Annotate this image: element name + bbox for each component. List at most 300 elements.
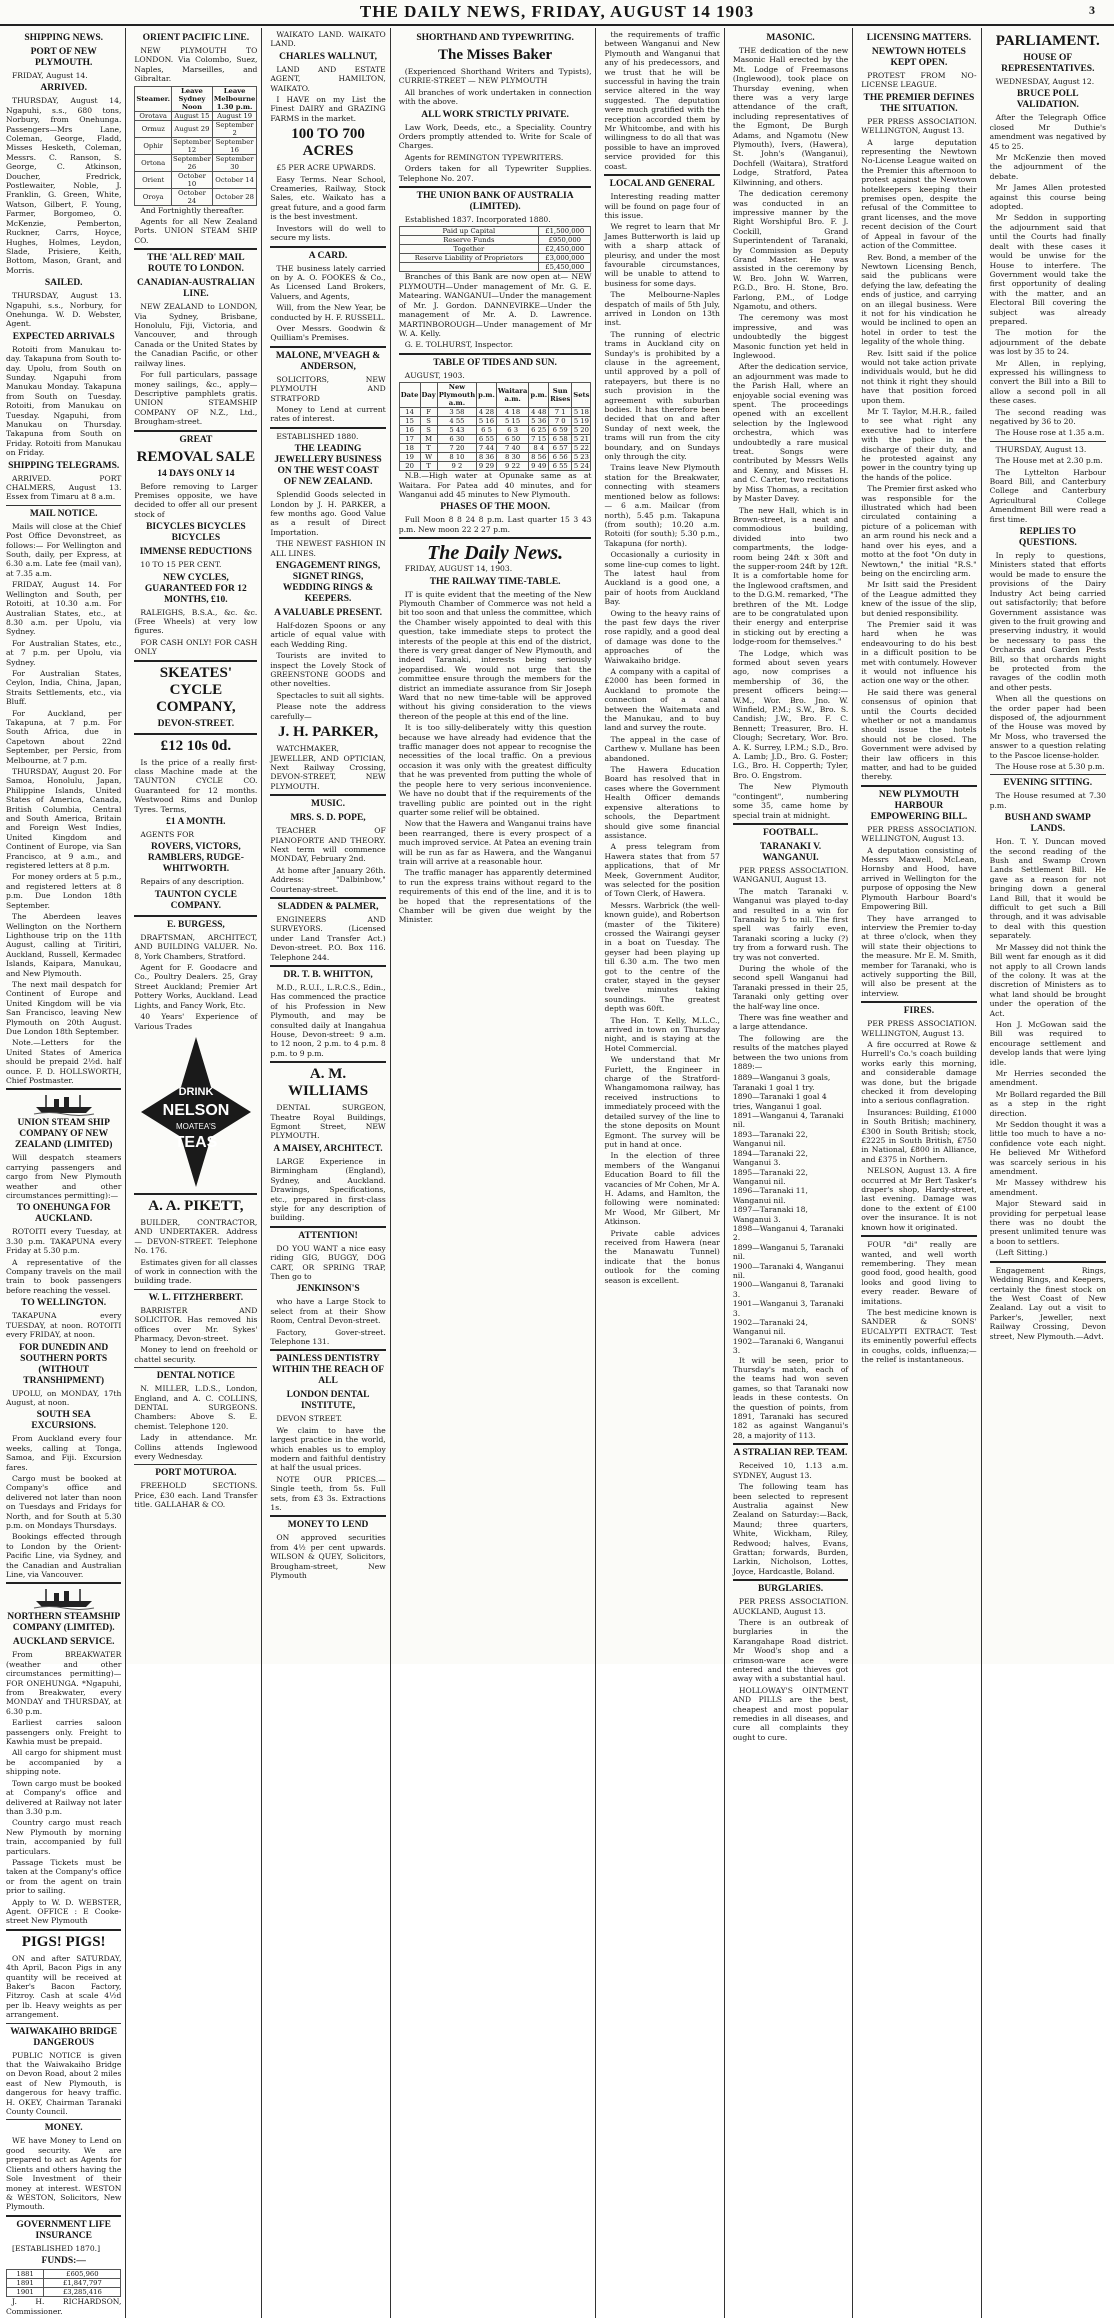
paragraph: Please note the address carefully— bbox=[270, 702, 386, 721]
table-cell: 5 19 bbox=[572, 417, 591, 426]
paragraph: The Melbourne-Naples despatch of mails of 5th July, arrived in London on 13th inst. bbox=[604, 290, 720, 328]
column-6 bbox=[731, 28, 853, 2318]
table-cell: 5 21 bbox=[572, 435, 591, 444]
paragraph: Messrs. Warbrick (the well-known guide), and Robertson (master of the Tikitere) crossed the Wairangi geyser in a boat on Tuesday. The geyser had been playing up till 6.30 a.m. The two men got to the centre of the crater, stayed in the geyser twelve minutes taking soundings. The greatest depth was 60ft. bbox=[604, 900, 720, 1014]
table-cell: 7 0 bbox=[549, 417, 572, 426]
paragraph: NOTE OUR PRICES.—Single teeth, from 5s. Full sets, from £3 3s. Extractions 1s. bbox=[270, 1474, 386, 1513]
table-cell: October 28 bbox=[212, 188, 257, 205]
table-cell: 5 43 bbox=[437, 426, 476, 435]
paragraph: The second reading was negatived by 36 to 20. bbox=[989, 407, 1106, 426]
steamship-illustration bbox=[6, 1093, 121, 1115]
paragraph: Major Steward said in providing for perpetual lease there was no doubt the present unlimited tenure was a boon to settlers. bbox=[989, 1199, 1106, 1246]
paragraph: ON approved securities from 4½ per cent upwards. WILSON & QUEY, Solicitors, Brougham-street, New Plymouth bbox=[270, 1533, 386, 1581]
table-cell: Ormuz bbox=[135, 120, 172, 137]
paragraph: PER PRESS ASSOCIATION. AUCKLAND, August 13. bbox=[732, 1597, 849, 1616]
paragraph: Received 10, 1.13 a.m. SYDNEY, August 13. bbox=[732, 1461, 849, 1480]
paragraph: THURSDAY, August 20. For Samoa, Honolulu, Japan, Philippine Islands, United States of America, Canada, British Columbia, Central and South America, Britain and Foreign West Indies, United Kingdom and Continent of Europe, via San Francisco, at 9 a.m., and registered letters at 8 p.m. bbox=[6, 767, 122, 871]
section-heading: FOR DUNEDIN AND SOUTHERN PORTS (WITHOUT TRANSHIPMENT) bbox=[19, 1342, 109, 1386]
paragraph: FRIDAY, August 14. bbox=[12, 71, 88, 80]
table-cell: September 30 bbox=[212, 154, 257, 171]
divider-heavy bbox=[604, 174, 719, 176]
divider-heavy bbox=[6, 1929, 121, 1931]
match-result: 1897—Taranaki 18, Wanganui 3. bbox=[732, 1205, 808, 1224]
paragraph: Established 1837. Incorporated 1880. bbox=[404, 215, 551, 225]
match-result: 1900—Taranaki 4, Wanganui nil. bbox=[732, 1261, 844, 1280]
section-heading: THE RAILWAY TIME-TABLE. bbox=[429, 576, 561, 587]
table-row bbox=[399, 227, 591, 236]
section-heading: SHIPPING TELEGRAMS. bbox=[8, 460, 120, 471]
star-ad-line: TEAS bbox=[174, 1133, 218, 1151]
paragraph: A deputation consisting of Messrs Maxwell, McLean, Hornsby and Hood, have arrived in Wellington for the purpose of opposing the New Plymouth Harbour Board's Empowering Bill. bbox=[861, 845, 977, 912]
table-cell: August 19 bbox=[212, 111, 257, 120]
paragraph: WAIKATO LAND. WAIKATO LAND. bbox=[270, 30, 386, 49]
table-cell: 5 20 bbox=[572, 426, 591, 435]
divider bbox=[6, 2023, 121, 2024]
paragraph: Investors will do well to secure my lists. bbox=[270, 223, 386, 243]
divider bbox=[6, 505, 121, 506]
paragraph: PROTEST FROM NO-LICENSE LEAGUE. bbox=[861, 71, 977, 90]
table-cell: 4 55 bbox=[437, 417, 476, 426]
section-heading: A STRALIAN REP. TEAM. bbox=[733, 1448, 848, 1459]
table-cell: 5 15 bbox=[496, 417, 529, 426]
paragraph: In the election of three members of the Wanganui Education Board to fill the vacancies of Mr Cohen, Mr A. H. Adams, and Hamlton, the following were nominated: Mr Wood, Mr Gilbert, Mr Atkinson. bbox=[604, 1151, 720, 1227]
paragraph: ROTOITI every Tuesday, at 3.30 p.m. TAKAPUNA every Friday at 5.30 p.m. bbox=[6, 1227, 122, 1256]
table-row bbox=[399, 417, 591, 426]
divider-heavy bbox=[861, 1235, 976, 1237]
paragraph: Town cargo must be booked at Company's office and delivered at Railway not later than 3.30 p.m. bbox=[6, 1778, 122, 1816]
paragraph: The match Taranaki v. Wanganui was played to-day and resulted in a win for Taranaki by 5 to nil. The first spell was fairly even, Taranaki scoring a lucky (?) try from a forward rush. The try was not converted. bbox=[732, 886, 849, 962]
masthead-title: THE DAILY NEWS, FRIDAY, AUGUST 14 1903 bbox=[359, 2, 755, 21]
table-cell: 7 40 bbox=[496, 444, 529, 453]
paragraph: NEW PLYMOUTH TO LONDON. Via Colombo, Suez, Naples, Marseilles, and Gibraltar. bbox=[134, 46, 258, 84]
newspaper-nameplate: The Daily News. bbox=[427, 542, 564, 565]
match-result: 1889—Wanganui 3 goals, Taranaki 1 goal 1 try. bbox=[732, 1073, 831, 1092]
section-heading: E. BURGESS, bbox=[166, 919, 225, 930]
section-heading: 14 DAYS ONLY 14 bbox=[157, 468, 235, 479]
paragraph: The House rose at 1.35 a.m. bbox=[995, 428, 1105, 438]
paragraph: The House rose at 5.30 p.m. bbox=[995, 762, 1105, 771]
divider-heavy bbox=[134, 660, 257, 662]
divider-heavy bbox=[6, 2215, 121, 2217]
paragraph: They have arranged to interview the Premier to-day at three o'clock, when they will state their objections to the measure. Mr E. M. Smith, member for Taranaki, who is actively supporting the Bill, will also be present at the interview. bbox=[861, 913, 977, 998]
table-cell: 6 59 bbox=[549, 426, 572, 435]
match-result: 1898—Wanganui 4, Taranaki 2. bbox=[732, 1223, 844, 1243]
table-cell: August 15 bbox=[172, 111, 213, 120]
paragraph: Cargo must be booked at Company's office and delivered not later than noon on Tuesdays and Fridays for North, and for South at 5.30 p.m. on Mondays Thursdays. bbox=[6, 1473, 122, 1530]
paragraph: Country cargo must reach New Plymouth by morning train, accompanied by full particulars. bbox=[6, 1818, 122, 1856]
paragraph: Engagement Rings, Wedding Rings, and Keepers, certainly the finest stock on the West Coast of New Zealand. Lay out a visit to Parker's, Jeweller, next Railway Crossing, Devon street, New Plymouth.—Advt. bbox=[989, 1265, 1106, 1341]
advertisement-title: A. M. WILLIAMS bbox=[288, 1066, 369, 1100]
table-cell: £605,960 bbox=[44, 2270, 121, 2279]
paragraph: Passage Tickets must be taken at the Company's office or from the agent on train prior to sailing. bbox=[6, 1857, 122, 1896]
divider-heavy bbox=[270, 794, 385, 796]
advertisement-title: J. H. PARKER, bbox=[277, 724, 379, 741]
page-number: 3 bbox=[1089, 3, 1096, 17]
star-ad-line: MOATEA'S bbox=[175, 1121, 216, 1131]
section-heading: ENGAGEMENT RINGS, SIGNET RINGS, WEDDING RINGS & KEEPERS. bbox=[275, 561, 381, 605]
table-cell: October 14 bbox=[212, 171, 257, 188]
column-8 bbox=[988, 28, 1110, 2318]
table-cell: 5 23 bbox=[572, 453, 591, 462]
table-cell: 14 bbox=[399, 408, 420, 417]
section-heading: W. L. FITZHERBERT. bbox=[148, 1292, 244, 1303]
section-heading: £1 A MONTH. bbox=[166, 817, 226, 828]
table-header-cell: Sets bbox=[572, 383, 591, 408]
column-2 bbox=[132, 28, 262, 2318]
nelson-teas-star-ad bbox=[134, 1037, 257, 1187]
paragraph: Mr Herries seconded the amendment. bbox=[989, 1068, 1106, 1088]
section-heading: EVENING SITTING. bbox=[1003, 778, 1093, 789]
table-cell: 6 58 bbox=[549, 435, 572, 444]
section-heading: MONEY. bbox=[44, 2123, 83, 2134]
paragraph: In reply to questions, Ministers stated that efforts would be made to ensure the provisions of the Dairy Industry Act being carried out satisfactorily; that before Government assistance was given to the fruit growing and preserving industry, it would be necessary to pass the Orchards and Garden Pests Bill, so that orchards might be protected from the ravages of the codlin moth and other pests. bbox=[989, 551, 1106, 692]
paragraph: ON and after SATURDAY, 4th April, Bacon Pigs in any quantity will be received at Baker's Bacon Factory, Fitzroy. Cash at scale 4½d per lb. Heavy weights as per arrangement. bbox=[6, 1953, 122, 2020]
divider-heavy bbox=[270, 246, 385, 248]
table-cell: 7 1 bbox=[549, 408, 572, 417]
divider bbox=[134, 1289, 257, 1290]
paragraph: N.B.—High water at Opunake same as at Waitara. For Patea add 40 minutes, and for Wanganui add 45 minutes to New Plymouth. bbox=[398, 471, 592, 499]
paragraph: M.D., R.U.I., L.R.C.S., Edin., Has commenced the practice of his Profession in New Plymouth, and may be consulted daily at Inangahua House, Devon-street: 9 a.m. to 12 noon, 2 p.m. to 4 p.m. 8 p.m. to 9 p.m. bbox=[270, 983, 386, 1058]
match-result: 1900—Wanganui 8, Taranaki 3. bbox=[732, 1280, 844, 1299]
table-cell: Orotava bbox=[135, 111, 172, 120]
table-cell: October 24 bbox=[172, 188, 213, 205]
paragraph: LAND AND ESTATE AGENT, HAMILTON, WAIKATO. bbox=[270, 64, 386, 93]
table-cell: 5 18 bbox=[572, 408, 591, 417]
paragraph: It will be seen, prior to Thursday's match, each of the teams had won seven games, so that Taranaki now leads in these contests. On the question of points, from 1891, Taranaki has secured 182 as against Wanganui's 28, a majority of 113. bbox=[732, 1355, 849, 1440]
table-cell: Reserve Funds bbox=[399, 236, 538, 245]
paragraph: For full particulars, passage money sailings, &c., apply— Descriptive pamphlets gratis. UNION STEAMSHIP COMPANY OF N.Z., Ltd., Brougham-street. bbox=[134, 370, 258, 427]
section-heading: MRS. S. D. POPE, bbox=[290, 813, 366, 824]
section-heading: BURGLARIES. bbox=[757, 1584, 824, 1595]
table-cell: 7 15 bbox=[529, 435, 549, 444]
paragraph: SOLICITORS, NEW PLYMOUTH AND STRATFORD bbox=[270, 374, 386, 403]
table-cell: 8 30 bbox=[496, 453, 529, 462]
paragraph: There was fine weather and a large attendance. bbox=[732, 1013, 849, 1032]
paragraph: The Hawera Education Board has resolved that in cases where the Government Health Officer demands expensive alterations to schools, the Department should give some financial assistance. bbox=[604, 765, 720, 840]
paragraph: A large deputation representing the Newtown No-License League waited on the Premier this afternoon to protest against the Newtown hotelkeepers keeping their premises open, despite the refusal of the Committee to grant licenses, and the move recent decision of the Court of Appeal in favour of the action of the Committee. bbox=[861, 137, 977, 251]
tide-table bbox=[399, 382, 592, 471]
section-heading: LOCAL AND GENERAL bbox=[609, 179, 715, 190]
divider-heavy bbox=[270, 427, 385, 429]
table-cell: 9 49 bbox=[529, 462, 549, 471]
paragraph: AUGUST, 1903. bbox=[404, 370, 465, 380]
divider-heavy bbox=[134, 733, 257, 735]
table-row bbox=[399, 408, 591, 417]
paragraph: TEACHER OF PIANOFORTE AND THEORY. Next term will commence MONDAY, February 2nd. bbox=[270, 826, 386, 864]
section-heading: SAILED. bbox=[44, 278, 83, 289]
table-cell: September 26 bbox=[173, 154, 211, 171]
section-heading: LICENSING MATTERS. bbox=[866, 33, 972, 43]
divider-heavy bbox=[399, 537, 592, 539]
paragraph: The new Hall, which is in Brown-street, is a neat and commodious building, divided into two compartments, the lodge-room being 24ft x 30ft and the supper-room 24ft by 12ft. It is a comfortable home for the Inglewood craftsmen, and to the D.G.M. remarked, "The brethren of the Mt. Lodge are to be congratulated upon their energy and enterprise in sticking out by erecting a lodge-room for themselves." bbox=[732, 505, 849, 647]
paragraph: Occasionally a curiosity in some line-cup comes to light. The latest haul from Auckland is a good one, a pair of hoots from Auckland Bay. bbox=[604, 550, 720, 607]
paragraph: Money to lend on freehold or chattel security. bbox=[134, 1345, 258, 1364]
table-row bbox=[399, 263, 591, 272]
table-header-row bbox=[135, 86, 257, 111]
advertisement-title: SKEATES' CYCLE COMPANY, bbox=[156, 664, 236, 715]
table-cell: Paid up Capital bbox=[399, 227, 538, 236]
section-heading: LONDON DENTAL INSTITUTE, bbox=[286, 1390, 370, 1412]
paragraph: THURSDAY, August 13. Ngapuhi, s.s., Norbury, for Onehunga. W. D. Webster, Agent. bbox=[6, 291, 122, 329]
paragraph: TAKAPUNA every TUESDAY, at noon. ROTOITI every FRIDAY, at noon. bbox=[6, 1311, 122, 1340]
table-cell: £2,450,000 bbox=[539, 245, 591, 254]
section-heading: TABLE OF TIDES AND SUN. bbox=[433, 357, 557, 368]
paragraph: Rotoiti from Manukau to-day. Takapuna from South to-day. Upolu, from South on Sunday. Ngapuhi from Manukau Monday. Takapuna from South on Tuesday. Rotoiti, from Manukau on Tuesday. Ngapuhi, from Manukau on Thursday. Takapuna from South on Friday. Rotoiti from Manukau on Friday. bbox=[6, 344, 122, 458]
divider-heavy bbox=[861, 1001, 976, 1003]
advertisement-title: The Misses Baker bbox=[438, 47, 553, 63]
paragraph: THE business lately carried on by A. O. FOOKES & Co., As Licensed Land Brokers, Valuers, and Agents, bbox=[270, 263, 386, 301]
paragraph: Agents for all New Zealand Ports. UNION STEAM SHIP CO. bbox=[134, 217, 258, 245]
match-result: 1896—Taranaki 11, Wanganui nil. bbox=[732, 1186, 808, 1205]
divider-heavy bbox=[990, 1261, 1106, 1263]
table-row bbox=[135, 120, 257, 137]
section-heading: ROVERS, VICTORS, RAMBLERS, RUDGE-WHITWORTH. bbox=[147, 842, 244, 875]
paragraph: During the whole of the second spell Wanganui had Taranaki pressed in their 25, Taranaki only getting over the half-way line once. bbox=[732, 963, 849, 1011]
section-heading: THE 'ALL RED' MAIL ROUTE TO LONDON. bbox=[147, 253, 245, 275]
table-cell: September 12 bbox=[173, 137, 211, 154]
section-heading: NORTHERN STEAMSHIP COMPANY (LIMITED). bbox=[7, 1612, 121, 1634]
table-cell: 6 25 bbox=[529, 426, 549, 435]
section-heading: FOOTBALL. bbox=[762, 827, 819, 838]
table-cell: £950,000 bbox=[539, 236, 591, 245]
paragraph: IT is quite evident that the meeting of the New Plymouth Chamber of Commerce was not held a bit too soon and that unless the committee, which the Chamber wisely appointed to deal with this question, take immediate steps to protect the interests of the people at this end of the district, there is very great danger of New Plymouth, and indeed Taranaki, interests being seriously jeopardised. We would not urge that the committee ensure through the members for the district an immediate assurance from Sir Joseph Ward that no new time-table will be approved without his giving consideration to the views thereon of the people at this end of the line. bbox=[398, 589, 592, 721]
section-heading: ORIENT PACIFIC LINE. bbox=[142, 33, 250, 43]
paragraph: Before removing to Larger Premises opposite, we have decided to offer all our present stock of bbox=[134, 481, 258, 519]
match-result: 1902—Taranaki 24, Wanganui nil. bbox=[732, 1318, 808, 1337]
section-heading: PORT MOTUROA. bbox=[155, 1468, 237, 1479]
paragraph: For Australian States, etc., at 7 p.m. per Upolu, via Sydney. bbox=[6, 638, 122, 667]
paragraph: Rev. Isitt said if the police would not take action private individuals would, but he did not think it right they should have that position forced upon them. bbox=[861, 348, 977, 405]
divider-heavy bbox=[134, 915, 257, 917]
paragraph: Mr Massey withdrew his amendment. bbox=[989, 1178, 1106, 1197]
paragraph: Spectacles to suit all sights. bbox=[276, 690, 385, 700]
paragraph: THURSDAY, August 13. bbox=[995, 444, 1087, 454]
paragraph: Earliest carries saloon passengers only. Freight to Kawhia must be prepaid. bbox=[6, 1718, 122, 1747]
table-row bbox=[399, 462, 591, 471]
table-cell: £1,847,797 bbox=[44, 2279, 121, 2288]
paragraph: Agent for F. Goodacre and Co., Poultry Dealers. 25, Gray Street Auckland; Premier Art Pottery Works, Auckland. Lead Lights, and Fancy Work, Etc. bbox=[134, 963, 258, 1010]
paragraph: ESTABLISHED 1880. bbox=[276, 431, 359, 441]
table-cell: S bbox=[420, 417, 437, 426]
paragraph: ENGINEERS AND SURVEYORS. (Licensed under Land Transfer Act.) Devon-street. P.O. Box 116. Telephone 244. bbox=[270, 914, 386, 962]
table-cell: £3,285,416 bbox=[44, 2288, 121, 2297]
table-cell: 6 55 bbox=[549, 462, 572, 471]
paragraph: Hon. T. Y. Duncan moved the second reading of the Bush and Swamp Crown Lands Settlement Bill. He gave as a reason for not bringing down a general Land Bill, that it would be difficult to get such a Bill through, and it was advisable to deal with this question separately. bbox=[989, 837, 1106, 941]
paragraph: Mr Seddon in supporting the adjournment said that until the Courts had finally dealt with these cases it would be unwise for the House to interfere. The Government would take the first opportunity of dealing with the matter, and an Electoral Bill covering the subject was already prepared. bbox=[989, 213, 1106, 326]
section-heading: SHORTHAND AND TYPEWRITING. bbox=[416, 33, 574, 43]
section-heading: NEW PLYMOUTH HARBOUR EMPOWERING BILL. bbox=[870, 789, 968, 822]
paragraph: DEVON STREET. bbox=[276, 1414, 343, 1424]
table-cell: 3 58 bbox=[437, 408, 476, 417]
paragraph: The motion for the adjournment of the debate was lost by 35 to 24. bbox=[989, 328, 1106, 357]
table-cell: August 29 bbox=[172, 120, 213, 137]
paragraph: THURSDAY, August 14, Ngapuhi, s.s., 680 tons, Norbury, from Onehunga. Passengers—Mrs Lane, Coleman, George, Fladd, Misses Hesketh, Coleman, Messrs. C. Ranson, S. George, C. Atkinson, Doucher, Fredrick, Postlewaiter, Noble, J. Franklin, G. Green, White, Watson, Gilbert, F. Young, Farmer, Borgomeo, O. McKenzie, Pemberton, Ruckner, Carrs, Hoyce, Hughes, Holmes, Leydon, Slade, Prisiere, Keith, Bottom, Mason, Grant, and Morris. bbox=[6, 96, 122, 275]
table-cell: £5,450,000 bbox=[539, 263, 591, 272]
table-cell: 6 5 bbox=[477, 426, 497, 435]
match-result: 1895—Taranaki 22, Wanganui nil. bbox=[732, 1167, 808, 1186]
table-header-cell: Steamer. bbox=[135, 86, 172, 111]
table-cell: S bbox=[420, 426, 437, 435]
paragraph: Orders taken for all Typewriter Supplies. Telephone No. 207. bbox=[398, 164, 592, 183]
paragraph: The Aberdeen leaves Wellington on the Northern Lighthouse trip on the 11th August, calling at Tiritiri, Auckland, Russell, Kermadec Islands, Kaipara, Manukau, and New Plymouth. bbox=[6, 912, 122, 978]
section-heading: BRUCE POLL VALIDATION. bbox=[1016, 89, 1079, 111]
table-cell: 9 2 bbox=[437, 462, 476, 471]
paragraph: The House met at 2.30 p.m. bbox=[995, 456, 1103, 466]
paragraph: £5 PER ACRE UPWARDS. bbox=[276, 163, 376, 173]
paragraph: WE have Money to Lend on good security. We are prepared to act as Agents for Clients and others having the Sole Investment of their money at interest. WESTON & WESTON, Solicitors, New Plymouth. bbox=[6, 2136, 122, 2212]
paragraph: It is too silly-deliberately witty this question because we have already had evidence that the traffic manager does not appear to recognise the necessities of the local traffic. On a previous occasion it was only with the greatest difficulty that he was prevented from putting the whole of the people here to very serious inconvenience. We have no doubt that if the requirements of the travelling public are pointed out in the right quarter some relief will be obtained. bbox=[398, 723, 592, 817]
table-row bbox=[7, 2279, 121, 2288]
table-cell: October 10 bbox=[172, 171, 213, 188]
table-row bbox=[135, 111, 257, 120]
table-header-cell: p.m. bbox=[477, 383, 497, 408]
table-cell: September 2 bbox=[212, 120, 257, 137]
table-header-cell: Leave Sydney Noon bbox=[172, 86, 213, 111]
section-heading: EXPECTED ARRIVALS bbox=[12, 331, 115, 342]
paragraph: All cargo for shipment must be accompanied by a shipping note. bbox=[6, 1748, 122, 1777]
paragraph: At home after January 26th. Address: "Dalbinbow," Courtenay-street. bbox=[270, 865, 386, 894]
star-ad-line: NELSON bbox=[162, 1101, 230, 1119]
table-cell: £3,000,000 bbox=[539, 254, 591, 263]
divider-heavy bbox=[399, 353, 592, 355]
divider-heavy bbox=[270, 1226, 385, 1228]
advertisement-title: PARLIAMENT. bbox=[995, 33, 1100, 49]
paragraph: Will, from the New Year, be conducted by H. F. RUSSELL. bbox=[270, 303, 386, 322]
paragraph: Mails will close at the Chief Post Office Devonstreet, as follows:— For Wellington and South, daily, per Express, at 6.30 a.m. Late fee (mail van), at 7.35 a.m. bbox=[6, 521, 122, 578]
divider-heavy bbox=[861, 785, 976, 787]
paragraph: FRIDAY, AUGUST 14, 1903. bbox=[404, 564, 513, 574]
paragraph: The Hon. T. Kelly, M.L.C., arrived in town on Thursday night, and is staying at the Hotel Commercial. bbox=[604, 1015, 720, 1053]
paragraph: DENTAL SURGEON, Theatre Royal Buildings, Egmont Street, NEW PLYMOUTH. bbox=[270, 1103, 386, 1141]
columns bbox=[4, 28, 1110, 2316]
table-row bbox=[399, 254, 591, 263]
table-header-cell: New Plymouth a.m. bbox=[438, 383, 476, 408]
divider-heavy bbox=[270, 1349, 385, 1351]
advertisement-title: 100 TO 700 ACRES bbox=[291, 126, 365, 160]
column-4 bbox=[397, 28, 597, 2318]
paragraph: The appeal in the case of Carthew v. Mullane has been abandoned. bbox=[604, 734, 720, 763]
table-row bbox=[399, 426, 591, 435]
paragraph: A company with a capital of £2000 has been formed in Auckland to promote the connection of a canal between the Waitemata and the Manukau, and to buy land and survey the route. bbox=[604, 667, 720, 733]
table-cell: 19 bbox=[399, 453, 420, 462]
paragraph: The next mail despatch for Continent of Europe and United Kingdom will be via San Francisco, leaving New Plymouth on 20th August. Due London 18th September. bbox=[6, 979, 122, 1036]
paragraph: G. E. TOLHURST, Inspector. bbox=[404, 340, 514, 350]
paragraph: We claim to have the largest practice in the world, which enables us to employ modern and faithful dentistry at half the usual prices. bbox=[270, 1425, 386, 1473]
table-cell: Orient bbox=[135, 171, 172, 188]
paragraph: DO YOU WANT a nice easy riding GIG, BUGGY, DOG CART, OR SPRING TRAP, Then go to bbox=[270, 1243, 386, 1281]
paragraph: Mr Seddon thought it was a little too much to have a no-confidence vote each night. He believed Mr Witheford was scarcely serious in his amendment. bbox=[989, 1120, 1106, 1177]
section-heading: MASONIC. bbox=[766, 33, 815, 43]
paragraph: FOR CASH ONLY! FOR CASH ONLY bbox=[134, 637, 258, 657]
table-cell: 7 20 bbox=[437, 444, 476, 453]
paragraph: I HAVE on my List the Finest DAIRY and GRAZING FARMS in the market. bbox=[270, 95, 386, 123]
paragraph: Law Work, Deeds, etc., a Speciality. Country Orders promptly attended to. Write for Scale of Charges. bbox=[398, 122, 592, 151]
section-heading: IMMENSE REDUCTIONS bbox=[139, 547, 252, 558]
divider-heavy bbox=[270, 965, 385, 967]
table-cell: W bbox=[420, 453, 437, 462]
paragraph: RALEIGHS, B.S.A., &c. &c. (Free Wheels) at very low figures. bbox=[134, 607, 258, 636]
paragraph: Interesting reading matter will be found on page four of this issue. bbox=[604, 192, 720, 220]
paragraph: Mr McKenzie then moved the adjournment of the debate. bbox=[989, 153, 1106, 181]
paragraph: From Auckland every four weeks, calling at Tonga, Samoa, and Fiji. Excursion fares. bbox=[6, 1434, 122, 1472]
paragraph: FRIDAY, August 14. For Wellington and South, per Rotoiti, at 10.30 a.m. For Australian States, etc., at 8.30 a.m. per Upolu, via Sydney. bbox=[6, 580, 122, 637]
table-row bbox=[135, 154, 257, 171]
section-heading: SLADDEN & PALMER, bbox=[277, 901, 379, 912]
divider bbox=[6, 2119, 121, 2120]
paragraph: The dedication ceremony was conducted in an impressive manner by the Right Worshipful Bro. F. J. Cockill, Grand Superintendent of Taranaki, by Commission as Deputy Grand Master. He was assisted in the ceremony by W. Bro. John W. Warren, P.G.D., Bro. H. Stone, Bro. Farlong, P.M., of Lodge Ngamotu, and others. bbox=[732, 189, 849, 311]
divider-heavy bbox=[733, 1579, 848, 1581]
paragraph: A fire occurred at Rowe & Hurrell's Co.'s coach building works early this morning, and considerable damage was done, but the brigade checked it from developing into a serious conflagration. bbox=[861, 1039, 977, 1106]
section-heading: AUCKLAND SERVICE. bbox=[12, 1637, 115, 1648]
paragraph: The Lyttelton Harbour Board Bill, and Canterbury College and Canterbury Agricultural College Amendment Bill were read a first time. bbox=[989, 467, 1106, 524]
paragraph: Repairs of any description. bbox=[140, 877, 245, 887]
paragraph: PER PRESS ASSOCIATION. WANGANUI, August 13. bbox=[732, 865, 849, 885]
table-cell: 1881 bbox=[7, 2270, 44, 2279]
divider-heavy bbox=[733, 823, 848, 825]
table-row bbox=[399, 245, 591, 254]
divider-heavy bbox=[134, 430, 257, 432]
paragraph: Mr James Allen protested against this course being adopted. bbox=[989, 183, 1106, 212]
masthead bbox=[0, 0, 1114, 26]
table-cell: 6 55 bbox=[477, 435, 497, 444]
table-cell: 16 bbox=[399, 426, 420, 435]
paragraph: N. MILLER, L.D.S., London, England, and A. C. COLLINS, DENTAL SURGEONS. Chambers: Above S. E. chemist. Telephone 120. bbox=[134, 1384, 258, 1431]
section-heading: BICYCLES BICYCLES BICYCLES bbox=[146, 522, 246, 544]
table-cell: 4 18 bbox=[496, 408, 529, 417]
section-heading: TARANAKI V. WANGANUI. bbox=[759, 841, 822, 863]
star-ad-line: DRINK bbox=[178, 1085, 214, 1098]
table-row bbox=[399, 236, 591, 245]
paragraph: For money orders at 5 p.m., and registered letters at 8 p.m. Due London 18th September. bbox=[6, 872, 122, 910]
column-5 bbox=[602, 28, 724, 2318]
divider bbox=[990, 774, 1106, 775]
table-cell: M bbox=[420, 435, 437, 444]
table-cell: 17 bbox=[399, 435, 420, 444]
table-row bbox=[399, 435, 591, 444]
match-result: 1893—Taranaki 22, Wanganui nil. bbox=[732, 1129, 808, 1149]
steamship-illustration bbox=[6, 1587, 121, 1609]
paragraph: A representative of the Company travels on the mail train to book passengers before reaching the vessel. bbox=[6, 1257, 122, 1295]
paragraph: There is an outbreak of burglaries in the Karangahape Road district. Mr Wood's shop and a crimson-ware ace were entered and the thieves got away with a substantial haul. bbox=[732, 1617, 849, 1684]
paragraph: The Premier said it was hard when he was endeavouring to do his best in a difficult position to be met with contumely. However it would not influence his action one way or the other. bbox=[861, 619, 977, 686]
table-cell: 6 56 bbox=[549, 453, 572, 462]
paragraph: Bookings effected through to London by the Orient-Pacific Line, via Sydney, and the Canadian and Australian Line, via Vancouver. bbox=[6, 1532, 122, 1579]
paragraph: LARGE Experience in Birmingham (England), Sydney, and Auckland. Drawings, Specifications, etc., prepared in first-class style for any description of building. bbox=[270, 1156, 386, 1223]
paragraph: BARRISTER AND SOLICITOR. Has removed his offices over Mr. Sykes' Pharmacy, Devon-street. bbox=[134, 1305, 258, 1343]
table-cell: 8 4 bbox=[529, 444, 549, 453]
paragraph: UPOLU, on MONDAY, 17th August, at noon. bbox=[6, 1388, 122, 1407]
paragraph: THE dedication of the new Masonic Hall erected by the Mt. Lodge of Freemasons (Inglewood), took place on Thursday evening, when there was a very large attendance of the craft, including representatives of the Egmont, De Burgh Adams, and Ngamotu (New Plymouth), Ivers, (Hawera), St. John's (Wanganui), Dochfell (Waitara), Stratford Lodge, Stratford, Patea Kilwinning, and others. bbox=[732, 46, 849, 187]
table-cell: 5 16 bbox=[477, 417, 497, 426]
paragraph: Estimates given for all classes of work in connection with the building trade. bbox=[134, 1257, 258, 1286]
section-heading: MONEY TO LEND bbox=[287, 1520, 369, 1531]
paragraph: After the Telegraph Office closed Mr Duthie's amendment was negatived by 45 to 25. bbox=[989, 113, 1106, 151]
paragraph: Mr T. Taylor, M.H.R., failed to see what right any executive had to interfere with the police in the discharge of their duty, and he protested against any power in the country tying up the hands of the police. bbox=[861, 407, 977, 482]
table-cell: T bbox=[420, 444, 437, 453]
divider bbox=[134, 1464, 257, 1465]
section-heading: SHIPPING NEWS. bbox=[24, 33, 104, 43]
table-row bbox=[135, 171, 257, 188]
paragraph: Now that the Hawera and Wanganui trains have been rearranged, there is every prospect of a much improved service. At Patea an evening train will be run as far as Hawera, and the Wanganui train will arrive at a reasonable hour. bbox=[398, 819, 592, 866]
table-cell: 9 22 bbox=[496, 462, 529, 471]
section-heading: TAUNTON CYCLE COMPANY. bbox=[154, 889, 237, 911]
table-cell: Reserve Liability of Proprietors bbox=[399, 254, 538, 263]
table-row bbox=[135, 137, 257, 154]
table-row bbox=[399, 444, 591, 453]
paragraph: NEW ZEALAND to LONDON, Via Sydney, Brisbane, Honolulu, Fiji, Victoria, and Vancouver, and through Canada or the United States by the Canadian Pacific, or other railway lines. bbox=[134, 302, 258, 368]
section-heading: PAINLESS DENTISTRY WITHIN THE REACH OF ALL bbox=[272, 1354, 385, 1387]
paragraph: For Auckland, per Takapuna, at 7 p.m. For South Africa, due in Capetown about 22nd September, per Persic, from Melbourne, at 7 p.m. bbox=[6, 708, 122, 765]
